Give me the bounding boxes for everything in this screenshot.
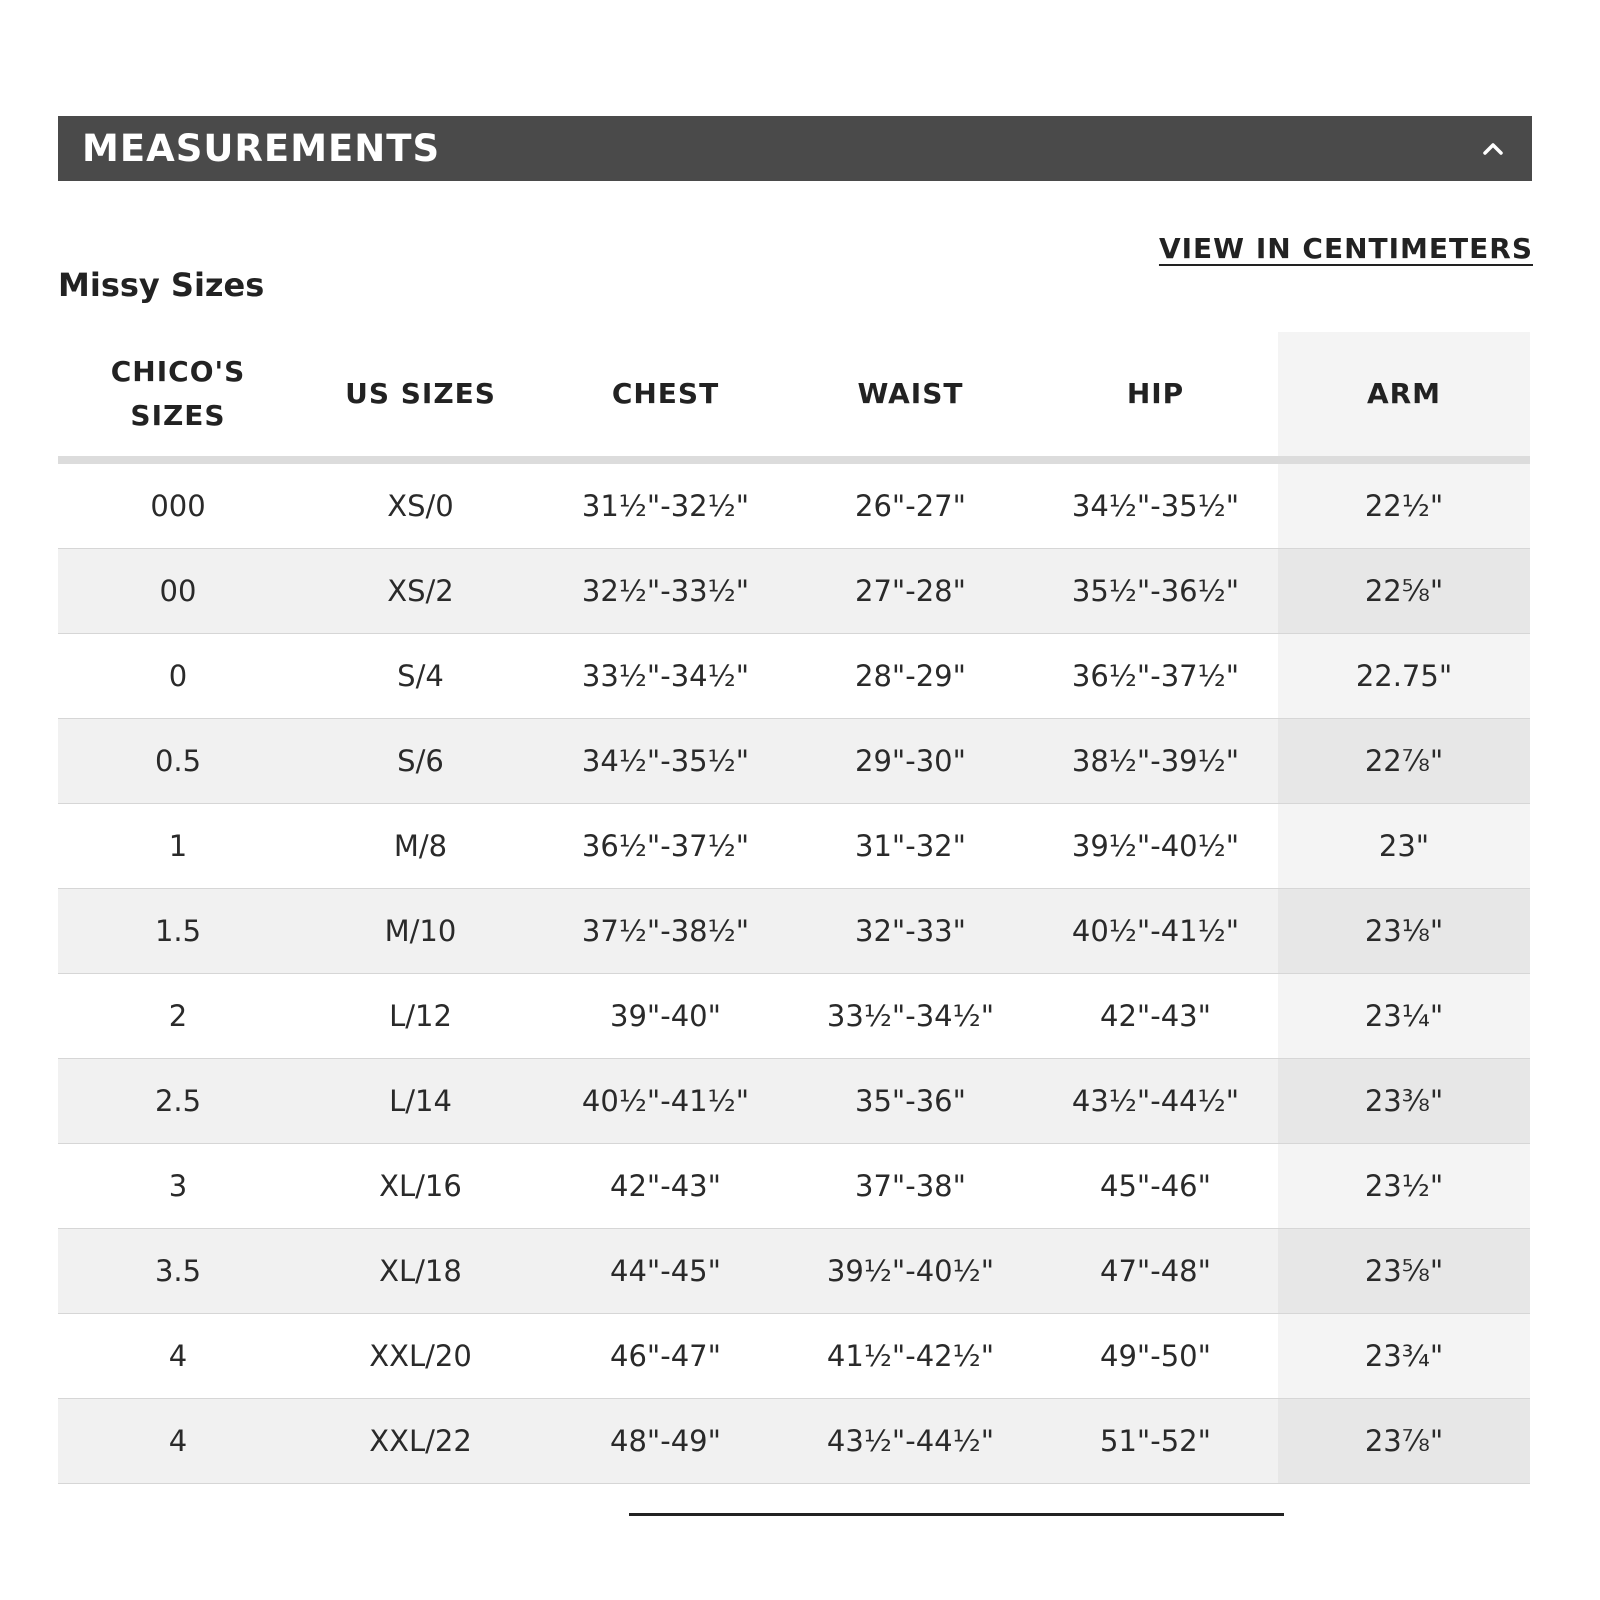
cell-waist: 35"-36" [788, 1059, 1033, 1144]
cell-chest: 39"-40" [543, 974, 788, 1059]
cell-us-size: S/6 [298, 719, 543, 804]
cell-chicos-size: 2.5 [58, 1059, 298, 1144]
cell-chicos-size: 3 [58, 1144, 298, 1229]
view-in-centimeters-link[interactable]: VIEW IN CENTIMETERS [1158, 232, 1533, 265]
cell-us-size: M/10 [298, 889, 543, 974]
horizontal-scrollbar[interactable] [629, 1513, 1284, 1516]
cell-us-size: XL/18 [298, 1229, 543, 1314]
cell-hip: 42"-43" [1033, 974, 1278, 1059]
size-chart-table [58, 332, 1530, 1484]
cell-hip: 34½"-35½" [1033, 460, 1278, 549]
cell-waist: 43½"-44½" [788, 1399, 1033, 1484]
cell-arm: 23¾" [1278, 1314, 1530, 1399]
cell-arm: 23" [1278, 804, 1530, 889]
table-row [58, 804, 1530, 889]
column-header-arm: ARM [1278, 332, 1530, 460]
cell-hip: 45"-46" [1033, 1144, 1278, 1229]
cell-us-size: XL/16 [298, 1144, 543, 1229]
cell-chest: 48"-49" [543, 1399, 788, 1484]
table-header-row [58, 332, 1530, 460]
cell-chicos-size: 3.5 [58, 1229, 298, 1314]
cell-arm: 23¼" [1278, 974, 1530, 1059]
column-header-waist: WAIST [788, 332, 1033, 460]
table-row [58, 1144, 1530, 1229]
cell-waist: 28"-29" [788, 634, 1033, 719]
cell-chest: 32½"-33½" [543, 549, 788, 634]
cell-waist: 32"-33" [788, 889, 1033, 974]
column-header-hip: HIP [1033, 332, 1278, 460]
cell-us-size: S/4 [298, 634, 543, 719]
cell-arm: 23½" [1278, 1144, 1530, 1229]
cell-chicos-size: 1 [58, 804, 298, 889]
cell-hip: 40½"-41½" [1033, 889, 1278, 974]
cell-arm: 22.75" [1278, 634, 1530, 719]
cell-chest: 36½"-37½" [543, 804, 788, 889]
cell-waist: 26"-27" [788, 460, 1033, 549]
table-row [58, 719, 1530, 804]
column-header-us-sizes: US SIZES [298, 332, 543, 460]
table-row [58, 1059, 1530, 1144]
cell-waist: 31"-32" [788, 804, 1033, 889]
cell-chest: 46"-47" [543, 1314, 788, 1399]
cell-hip: 47"-48" [1033, 1229, 1278, 1314]
chevron-up-icon[interactable] [1478, 134, 1508, 164]
cell-us-size: XXL/20 [298, 1314, 543, 1399]
cell-arm: 23⅝" [1278, 1229, 1530, 1314]
cell-chest: 33½"-34½" [543, 634, 788, 719]
table-body [58, 460, 1530, 1484]
cell-hip: 39½"-40½" [1033, 804, 1278, 889]
cell-chest: 44"-45" [543, 1229, 788, 1314]
column-header-chest: CHEST [543, 332, 788, 460]
cell-hip: 51"-52" [1033, 1399, 1278, 1484]
cell-chicos-size: 00 [58, 549, 298, 634]
cell-waist: 37"-38" [788, 1144, 1033, 1229]
table-row [58, 1229, 1530, 1314]
cell-arm: 22⅝" [1278, 549, 1530, 634]
cell-chicos-size: 1.5 [58, 889, 298, 974]
cell-waist: 29"-30" [788, 719, 1033, 804]
cell-chicos-size: 2 [58, 974, 298, 1059]
cell-us-size: XXL/22 [298, 1399, 543, 1484]
table-row [58, 460, 1530, 549]
cell-chicos-size: 4 [58, 1314, 298, 1399]
cell-arm: 23⅛" [1278, 889, 1530, 974]
table-row [58, 1314, 1530, 1399]
cell-chest: 40½"-41½" [543, 1059, 788, 1144]
cell-waist: 33½"-34½" [788, 974, 1033, 1059]
cell-arm: 22½" [1278, 460, 1530, 549]
cell-hip: 43½"-44½" [1033, 1059, 1278, 1144]
table-row [58, 889, 1530, 974]
cell-chest: 37½"-38½" [543, 889, 788, 974]
cell-waist: 39½"-40½" [788, 1229, 1033, 1314]
cell-hip: 35½"-36½" [1033, 549, 1278, 634]
cell-chicos-size: 000 [58, 460, 298, 549]
accordion-title: MEASUREMENTS [82, 127, 441, 170]
cell-waist: 41½"-42½" [788, 1314, 1033, 1399]
cell-us-size: XS/0 [298, 460, 543, 549]
column-header-label: CHICO'S SIZES [110, 355, 246, 432]
column-header-chicos-sizes [58, 332, 298, 460]
cell-hip: 49"-50" [1033, 1314, 1278, 1399]
table-row [58, 1399, 1530, 1484]
table-row [58, 634, 1530, 719]
table-row [58, 974, 1530, 1059]
cell-chest: 31½"-32½" [543, 460, 788, 549]
table-row [58, 549, 1530, 634]
cell-waist: 27"-28" [788, 549, 1033, 634]
cell-us-size: L/12 [298, 974, 543, 1059]
cell-hip: 36½"-37½" [1033, 634, 1278, 719]
cell-hip: 38½"-39½" [1033, 719, 1278, 804]
cell-chest: 42"-43" [543, 1144, 788, 1229]
cell-chest: 34½"-35½" [543, 719, 788, 804]
cell-us-size: L/14 [298, 1059, 543, 1144]
cell-chicos-size: 0 [58, 634, 298, 719]
cell-chicos-size: 0.5 [58, 719, 298, 804]
cell-us-size: M/8 [298, 804, 543, 889]
cell-arm: 23⅞" [1278, 1399, 1530, 1484]
cell-arm: 23⅜" [1278, 1059, 1530, 1144]
cell-arm: 22⅞" [1278, 719, 1530, 804]
cell-us-size: XS/2 [298, 549, 543, 634]
cell-chicos-size: 4 [58, 1399, 298, 1484]
table-title: Missy Sizes [58, 266, 265, 304]
measurements-accordion-header[interactable] [58, 116, 1532, 181]
